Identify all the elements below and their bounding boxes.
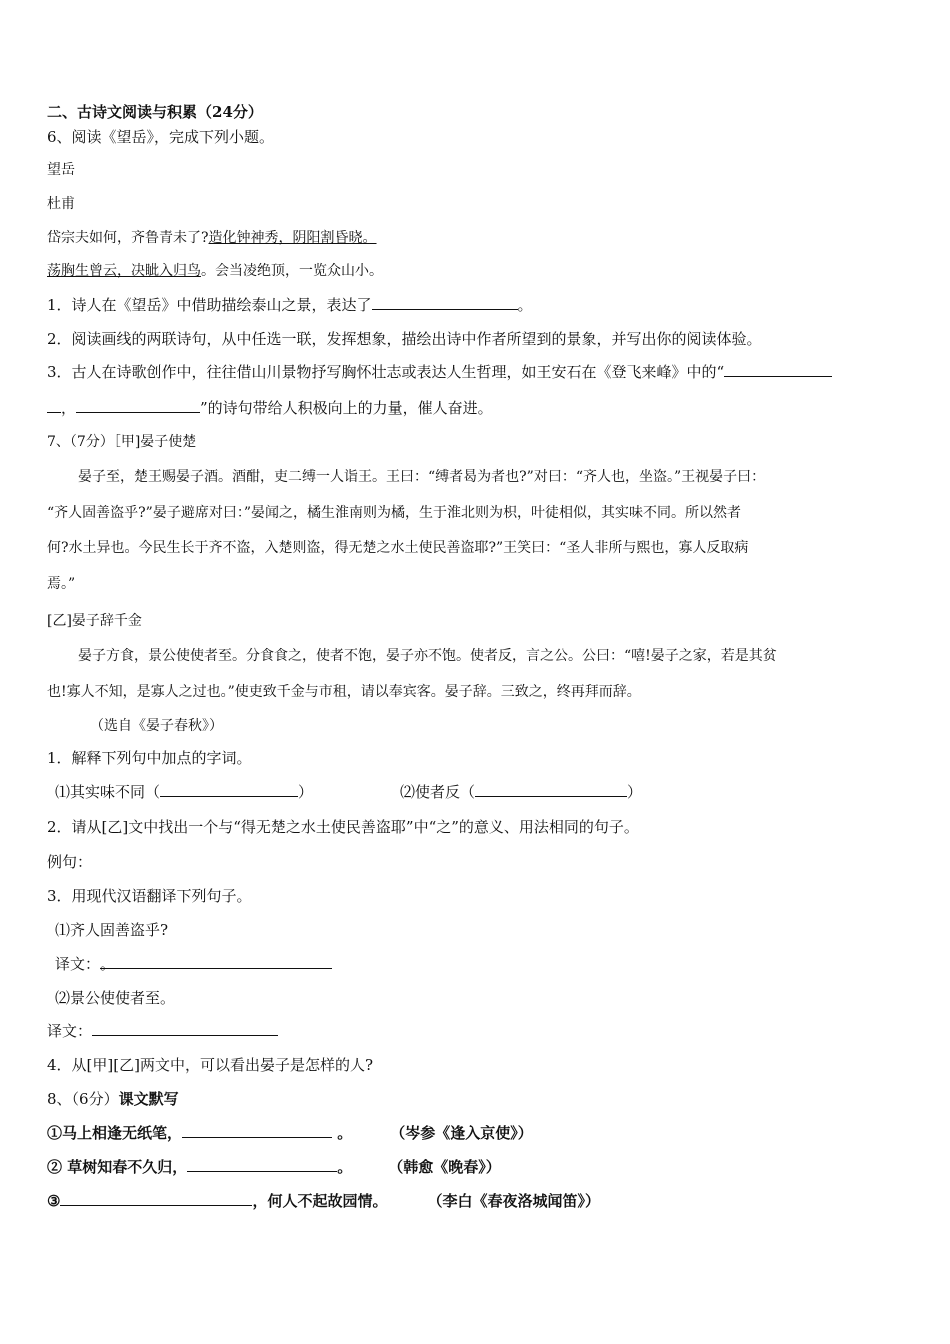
poem-line-1 — [47, 228, 377, 248]
source-note: （选自《晏子春秋》） — [90, 718, 223, 734]
q7-sub1-item1-text: ⑴其实味不同（ — [55, 783, 161, 801]
q6-intro: 6、阅读《望岳》，完成下列小题。 — [47, 128, 275, 146]
q6-sub1 — [47, 295, 533, 315]
q8-item1-end: 。 — [332, 1124, 353, 1142]
yi-heading: [乙]晏子辞千金 — [47, 613, 142, 629]
poem-line-1-underlined: 造化钟神秀，阴阳割昏晓。 — [208, 230, 377, 246]
translation-line-2 — [47, 1021, 278, 1041]
q7-sub2: 2．请从[乙]文中找出一个与“得无楚之水土使民善盗耶”中“之”的意义、用法相同的句子。 — [47, 818, 639, 836]
q7-sub3: 3．用现代汉语翻译下列句子。 — [47, 887, 252, 905]
answer-blank[interactable] — [724, 362, 832, 377]
answer-blank[interactable] — [47, 398, 61, 413]
translation-label: 译文： — [47, 1022, 93, 1040]
q7-sub1-item2-end: ） — [627, 783, 643, 801]
answer-blank[interactable] — [160, 782, 298, 797]
q8-item2-text: ② 草树知春不久归， — [47, 1158, 188, 1176]
q8-item2-source: （韩愈《晚春》） — [388, 1158, 501, 1176]
jia-p2: “齐人固善盗乎?”晏子避席对曰：”晏闻之，橘生淮南则为橘，生于淮北则为枳，叶徒相似，其实味不同。所以然者 — [47, 505, 741, 521]
q8-heading-title: 课文默写 — [118, 1090, 179, 1108]
q7-sub3-item1: ⑴齐人固善盗乎? — [55, 921, 169, 939]
q7-sub1-item2-text: ⑵使者反（ — [400, 783, 476, 801]
poem-author: 杜甫 — [47, 196, 75, 212]
answer-blank[interactable] — [76, 398, 200, 413]
q8-item3-text: ③ — [47, 1192, 61, 1210]
example-label: 例句： — [47, 853, 93, 871]
q8-heading — [47, 1089, 179, 1109]
q8-item1-source: （岑参《逢入京使》） — [390, 1124, 533, 1142]
q6-sub3-line1 — [47, 362, 832, 382]
q6-sub1-end: 。 — [517, 296, 533, 314]
q8-item1-text: ①马上相逢无纸笔， — [47, 1124, 183, 1142]
answer-blank[interactable] — [475, 782, 627, 797]
poem-line-1-plain: 岱宗夫如何，齐鲁青未了? — [47, 230, 209, 246]
answer-blank[interactable] — [100, 954, 332, 973]
answer-blank[interactable] — [92, 1021, 278, 1036]
poem-title: 望岳 — [47, 162, 75, 178]
q8-heading-score: 8、（6分） — [47, 1090, 119, 1108]
q6-sub1-text: 1．诗人在《望岳》中借助描绘泰山之景，表达了 — [47, 296, 372, 314]
jia-p3: 何?水土异也。今民生长于齐不盗，入楚则盗，得无楚之水土使民善盗耶?”王笑曰：“圣人非所与熙也，寡人反取病 — [47, 540, 749, 556]
q8-item3-end: ，何人不起故园情。 — [252, 1192, 388, 1210]
q6-sub3-line2 — [47, 398, 493, 418]
yi-p1: 晏子方食，景公使使者至。分食食之，使者不饱，晏子亦不饱。使者反，言之公。公曰：“嘻!晏子之家，若是其贫 — [78, 648, 777, 664]
q7-sub1: 1．解释下列句中加点的字词。 — [47, 749, 252, 767]
q8-item2 — [47, 1157, 501, 1177]
answer-blank[interactable] — [60, 1191, 252, 1206]
q8-item3 — [47, 1191, 600, 1211]
section-title: 二、古诗文阅读与积累（24分） — [47, 103, 263, 121]
answer-blank[interactable] — [182, 1123, 332, 1138]
q7-sub3-item2: ⑵景公使使者至。 — [55, 989, 176, 1007]
q7-sub1-item1-end: ） — [298, 783, 314, 801]
poem-line-2-underlined: 荡胸生曾云，决眦入归鸟 — [47, 263, 201, 279]
q7-sub4: 4．从[甲][乙]两文中，可以看出晏子是怎样的人? — [47, 1056, 373, 1074]
translation-dot: 。 — [100, 955, 116, 973]
translation-label: 译文： — [55, 955, 101, 973]
q7-sub1-item2 — [400, 782, 642, 802]
jia-p4: 焉。” — [47, 576, 76, 592]
q8-item3-source: （李白《春夜洛城闻笛》） — [427, 1192, 600, 1210]
q6-sub3-comma: ， — [61, 399, 77, 417]
q7-heading: 7、（7分）［甲]晏子使楚 — [47, 434, 197, 450]
answer-blank[interactable] — [187, 1157, 337, 1172]
answer-blank[interactable] — [372, 295, 518, 310]
q7-sub1-item1 — [55, 782, 313, 802]
q8-item2-end: 。 — [337, 1158, 353, 1176]
q6-sub3-end: ”的诗句带给人积极向上的力量，催人奋进。 — [200, 399, 493, 417]
translation-line-1 — [55, 954, 332, 974]
q6-sub3-text: 3．古人在诗歌创作中，往往借山川景物抒写胸怀壮志或表达人生哲理，如王安石在《登飞来峰》中的“ — [47, 363, 725, 381]
poem-line-2-plain: 。会当凌绝顶，一览众山小。 — [201, 263, 383, 279]
jia-p1: 晏子至，楚王赐晏子酒。酒酣，吏二缚一人诣王。王曰：“缚者曷为者也?”对曰：“齐人也，坐盗。”王视晏子曰： — [78, 469, 766, 485]
poem-line-2 — [47, 261, 383, 281]
q8-item1 — [47, 1123, 533, 1143]
q6-sub2: 2．阅读画线的两联诗句，从中任选一联，发挥想象，描绘出诗中作者所望到的景象，并写出你的阅读体验。 — [47, 330, 762, 348]
yi-p2: 也!寡人不知，是寡人之过也。”使吏致千金与市租，请以奉宾客。晏子辞。三致之，终再拜而辞。 — [47, 684, 641, 700]
